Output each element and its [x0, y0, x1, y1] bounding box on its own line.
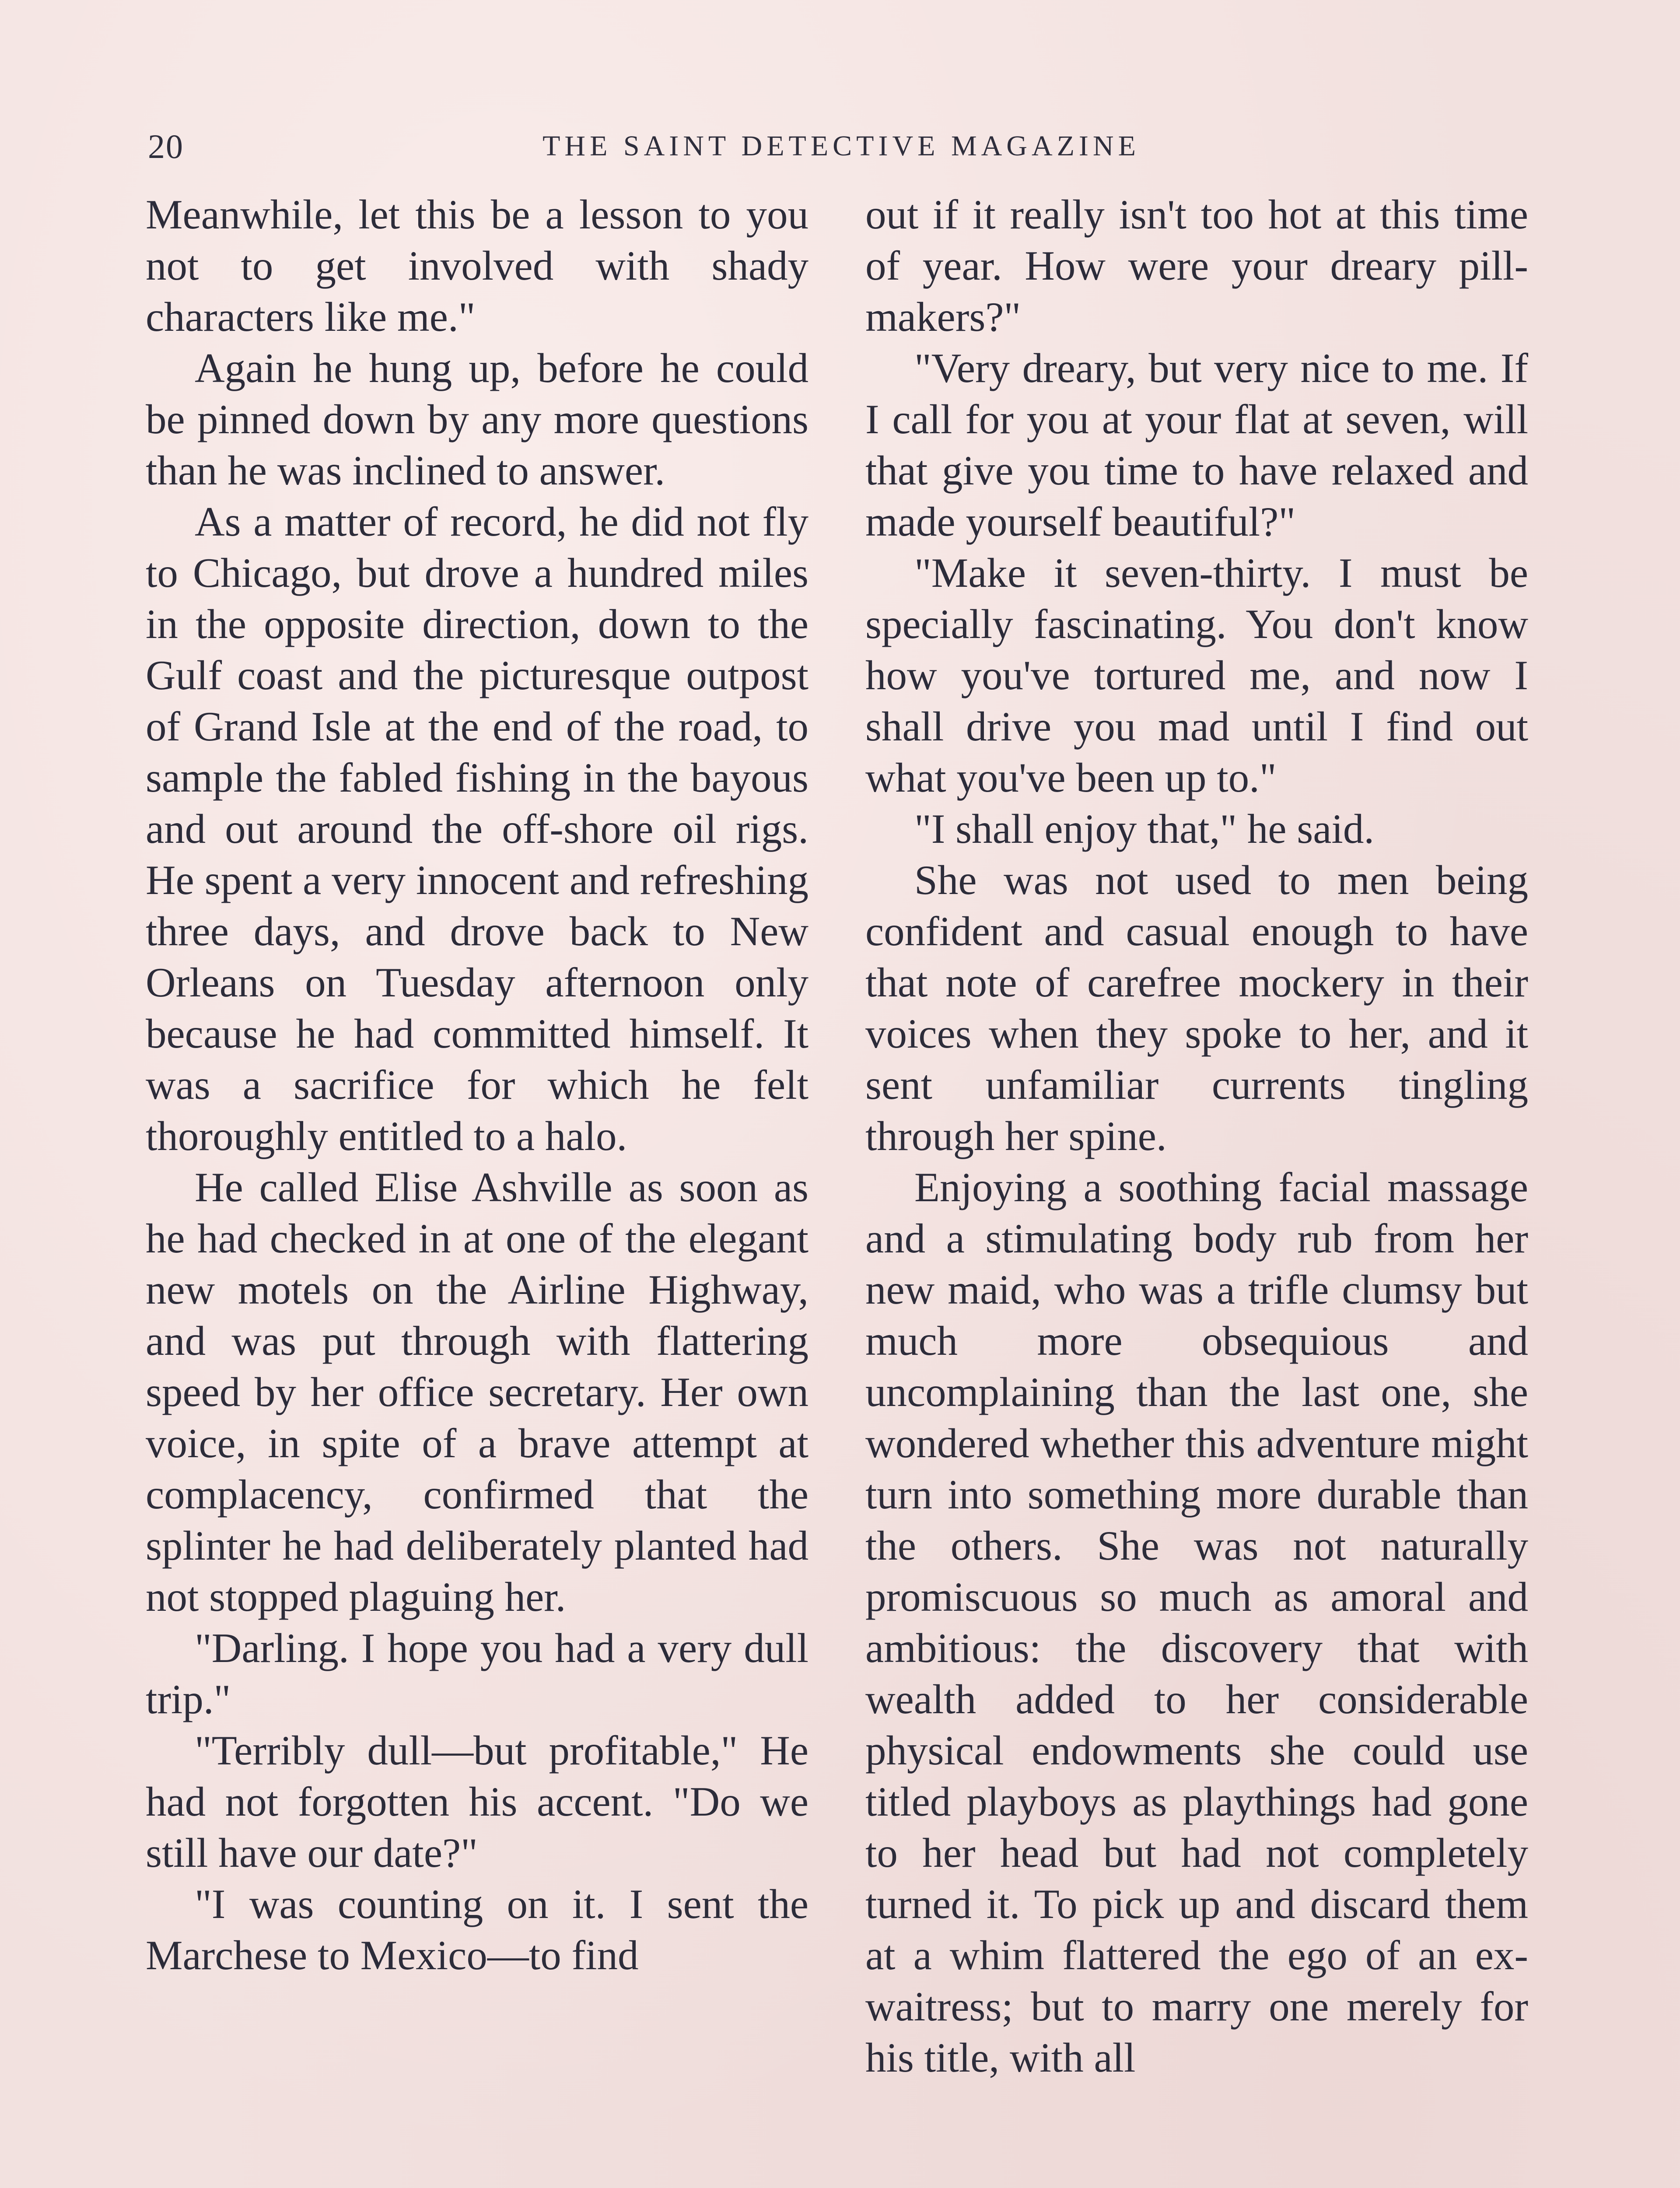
paragraph: He called Elise Ashville as soon as he had checked in at one of the elegant new motels on the Airline Highway, and was put through with flattering speed by her office secretary. Her own voice, in spite of a brave attempt at complacency, confirmed that the splinter he had deliberately planted had not stopped plaguing her. [146, 1164, 808, 1620]
magazine-title: THE SAINT DETECTIVE MAGAZINE [542, 130, 1140, 162]
paragraph: "I shall enjoy that," he said. [914, 806, 1375, 852]
paragraph: "Make it seven-thirty. I must be specially fascinating. You don't know how you've tortured me, and now I shall drive you mad until I find out what you've been up to." [865, 550, 1528, 801]
left-column [146, 189, 808, 1981]
paragraph: "Terribly dull—but profitable," He had not forgotten his accent. "Do we still have our date?" [146, 1727, 808, 1876]
page-number: 20 [148, 127, 184, 165]
paragraph: As a matter of record, he did not fly to Chicago, but drove a hundred miles in the opposite direction, down to the Gulf coast and the picturesque outpost of Grand Isle at the end of the road, to sample the fabled fishing in the bayous and out around the off-shore oil rigs. He spent a very innocent and refreshing three days, and drove back to New Orleans on Tuesday afternoon only because he had committed himself. It was a sacrifice for which he felt thoroughly entitled to a halo. [146, 498, 808, 1159]
paragraph: out if it really isn't too hot at this time of year. How were your dreary pill-makers?" [865, 191, 1528, 340]
paragraph: "Very dreary, but very nice to me. If I call for you at your flat at seven, will that give you time to have relaxed and made yourself beautiful?" [865, 345, 1528, 545]
running-head [148, 127, 1535, 175]
paragraph: Enjoying a soothing facial massage and a stimulating body rub from her new maid, who was a trifle clumsy but much more obsequious and uncomplaining than the last one, she wondered whether this adventure might turn into something more durable than the others. She was not naturally promiscuous so much as amoral and ambitious: the discovery that with wealth added to her considerable physical endowments she could use titled playboys as playthings had gone to her head but had not completely turned it. To pick up and discard them at a whim flattered the ego of an ex-waitress; but to marry one merely for his title, with all [865, 1164, 1528, 2081]
paragraph: "Darling. I hope you had a very dull trip." [146, 1625, 808, 1722]
paragraph: Again he hung up, before he could be pinned down by any more questions than he was inclined to answer. [146, 345, 808, 494]
paragraph: Meanwhile, let this be a lesson to you not to get involved with shady characters like me." [146, 191, 808, 340]
paragraph: "I was counting on it. I sent the Marchese to Mexico—to find [146, 1881, 808, 1978]
paragraph: She was not used to men being confident and casual enough to have that note of carefree mockery in their voices when they spoke to her, and it sent unfamiliar currents tingling through her spine. [865, 857, 1528, 1159]
right-column [865, 189, 1528, 2083]
